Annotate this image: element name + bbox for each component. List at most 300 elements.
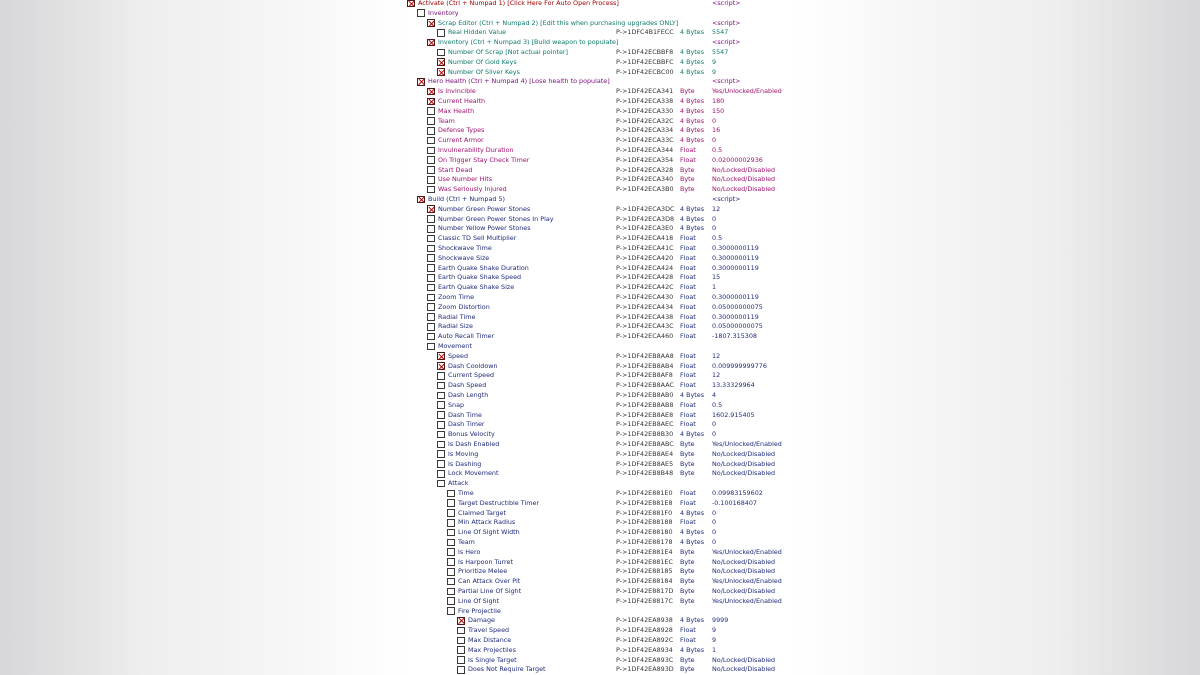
entry-description: Does Not Require Target	[468, 665, 546, 674]
activate-checkbox[interactable]	[427, 323, 435, 331]
activate-checkbox[interactable]	[437, 480, 445, 488]
activate-checkbox[interactable]	[427, 205, 435, 213]
activate-checkbox[interactable]	[407, 0, 415, 7]
entry-type: 4 Bytes	[680, 116, 705, 125]
activate-checkbox[interactable]	[437, 29, 445, 37]
activate-checkbox[interactable]	[427, 225, 435, 233]
entry-type: Float	[680, 244, 696, 252]
cheat-entry-row[interactable]	[405, 479, 793, 489]
entry-address: P->1DF42ECA43C	[616, 322, 674, 331]
entry-value[interactable]: Yes/Unlocked/Enabled	[712, 87, 782, 96]
activate-checkbox[interactable]	[457, 627, 465, 635]
entry-value[interactable]: 5547	[712, 48, 729, 56]
activate-checkbox[interactable]	[437, 362, 445, 370]
activate-checkbox[interactable]	[427, 294, 435, 302]
entry-type: 4 Bytes	[680, 204, 705, 213]
activate-checkbox[interactable]	[447, 597, 455, 605]
entry-type: Byte	[680, 547, 695, 556]
cheat-entry-row[interactable]	[405, 283, 793, 293]
entry-description: Max Health	[438, 106, 475, 115]
activate-checkbox[interactable]	[437, 372, 445, 380]
activate-checkbox[interactable]	[427, 245, 435, 253]
entry-description: Is Dash Enabled	[448, 440, 500, 448]
activate-checkbox[interactable]	[437, 441, 445, 449]
entry-value[interactable]: 0.05000000075	[712, 302, 763, 311]
entry-address: P->1DF42EB8AE5	[616, 459, 674, 468]
entry-value[interactable]: 0	[712, 224, 717, 233]
entry-address: P->1DF42EB8AB0	[616, 391, 674, 399]
entry-address: P->1DF42EB8AAC	[616, 381, 674, 390]
activate-checkbox[interactable]	[437, 49, 445, 57]
entry-type: Float	[680, 322, 696, 331]
entry-value[interactable]: -0.100168407	[712, 498, 757, 507]
activate-checkbox[interactable]	[447, 509, 455, 517]
cheat-entry-row[interactable]	[405, 587, 793, 597]
entry-value[interactable]: 0.02000002936	[712, 155, 763, 164]
activate-checkbox[interactable]	[447, 548, 455, 556]
activate-checkbox[interactable]	[427, 264, 435, 272]
entry-description: Earth Quake Shake Size	[438, 283, 515, 292]
activate-checkbox[interactable]	[427, 274, 435, 282]
cheat-entry-row[interactable]	[405, 567, 793, 577]
cheat-entry-row[interactable]	[405, 146, 793, 156]
cheat-entry-row[interactable]	[405, 665, 793, 675]
cheat-entry-row[interactable]	[405, 303, 793, 313]
activate-checkbox[interactable]	[457, 646, 465, 654]
activate-checkbox[interactable]	[427, 166, 435, 174]
cheat-entry-row[interactable]	[405, 460, 793, 470]
entry-description: Line Of Sight Width	[458, 528, 520, 537]
cheat-entry-row[interactable]	[405, 489, 793, 499]
activate-checkbox[interactable]	[437, 58, 445, 66]
cheat-entry-row[interactable]	[405, 558, 793, 568]
cheat-entry-row[interactable]	[405, 411, 793, 421]
entry-type: Float	[680, 332, 696, 341]
cheat-entry-row[interactable]	[405, 636, 793, 646]
entry-type: 4 Bytes	[680, 48, 705, 56]
entry-value[interactable]: Yes/Unlocked/Enabled	[712, 440, 782, 448]
entry-description: Prioritize Melee	[458, 567, 508, 576]
cheat-entry-row[interactable]	[405, 509, 793, 519]
cheat-entry-row[interactable]	[405, 205, 793, 215]
entry-type: Byte	[680, 567, 695, 576]
entry-description: Team	[438, 116, 455, 125]
entry-value[interactable]: 0.009999999776	[712, 361, 767, 370]
entry-value[interactable]: 150	[712, 106, 725, 115]
activate-checkbox[interactable]	[427, 19, 435, 27]
activate-checkbox[interactable]	[447, 529, 455, 537]
entry-description: Fire Projectile	[458, 606, 501, 615]
entry-description: Dash Length	[448, 391, 489, 399]
entry-value[interactable]: 0.5	[712, 234, 723, 243]
cheat-entry-row[interactable]	[405, 342, 793, 352]
activate-checkbox[interactable]	[447, 568, 455, 576]
entry-value[interactable]: 0	[712, 508, 717, 517]
entry-address: P->1DF42EA893C	[616, 655, 674, 664]
cheat-entry-row[interactable]	[405, 391, 793, 401]
entry-value[interactable]: No/Locked/Disabled	[712, 655, 776, 664]
activate-checkbox[interactable]	[447, 519, 455, 527]
cheat-entry-row[interactable]	[405, 273, 793, 283]
activate-checkbox[interactable]	[417, 78, 425, 86]
entry-value[interactable]: 0.5	[712, 146, 723, 154]
entry-type: 4 Bytes	[680, 28, 705, 37]
entry-type: Byte	[680, 665, 695, 674]
cheat-entry-row[interactable]	[405, 58, 793, 68]
entry-address: P->1DF42ECA338	[616, 97, 674, 105]
entry-value[interactable]: 0	[712, 136, 717, 145]
cheat-entry-row[interactable]	[405, 401, 793, 411]
entry-value[interactable]: 12	[712, 371, 721, 380]
entry-type: Byte	[680, 449, 695, 458]
cheat-entry-row[interactable]	[405, 430, 793, 440]
entry-type: Float	[680, 263, 696, 272]
entry-description: Number Of Gold Keys	[448, 57, 517, 66]
activate-checkbox[interactable]	[447, 539, 455, 547]
entry-type: 4 Bytes	[680, 97, 705, 105]
entry-type: 4 Bytes	[680, 57, 705, 66]
entry-value[interactable]: 0	[712, 528, 717, 537]
activate-checkbox[interactable]	[457, 666, 465, 674]
entry-value[interactable]: 0	[712, 538, 717, 546]
entry-value[interactable]: No/Locked/Disabled	[712, 587, 776, 595]
cheat-entry-row[interactable]	[405, 499, 793, 509]
entry-value[interactable]: Yes/Unlocked/Enabled	[712, 547, 782, 556]
cheat-entry-row[interactable]	[405, 607, 793, 617]
cheat-entry-row[interactable]	[405, 440, 793, 450]
cheat-entry-row[interactable]	[405, 244, 793, 254]
entry-value[interactable]: No/Locked/Disabled	[712, 449, 776, 458]
activate-checkbox[interactable]	[437, 450, 445, 458]
cheat-entry-row[interactable]	[405, 254, 793, 264]
activate-checkbox[interactable]	[427, 235, 435, 243]
cheat-entry-row[interactable]	[405, 332, 793, 342]
entry-description: Lock Movement	[448, 469, 499, 478]
entry-value[interactable]: 16	[712, 126, 721, 135]
entry-type: Byte	[680, 655, 695, 664]
entry-description: Earth Quake Shake Speed	[438, 273, 522, 282]
entry-value[interactable]: 13.33329964	[712, 381, 755, 390]
cheat-entry-row[interactable]	[405, 68, 793, 78]
entry-type: Float	[680, 518, 696, 527]
cheat-entry-row[interactable]	[405, 107, 793, 117]
activate-checkbox[interactable]	[447, 499, 455, 507]
cheat-entry-row[interactable]	[405, 626, 793, 636]
entry-value[interactable]: 0	[712, 420, 717, 429]
cheat-entry-row[interactable]	[405, 28, 793, 38]
entry-address: P->1DF42EB8ABC	[616, 440, 674, 448]
entry-type: Byte	[680, 557, 695, 566]
cheat-entry-row[interactable]	[405, 19, 793, 29]
entry-description: Travel Speed	[468, 626, 510, 635]
entry-type: Float	[680, 636, 696, 644]
cheat-entry-row[interactable]	[405, 313, 793, 323]
entry-value[interactable]: 12	[712, 351, 721, 360]
entry-type: Float	[680, 283, 696, 292]
entry-value[interactable]: No/Locked/Disabled	[712, 557, 776, 566]
entry-description: Number Of Silver Keys	[448, 67, 520, 76]
cheat-entry-row[interactable]	[405, 156, 793, 166]
activate-checkbox[interactable]	[427, 215, 435, 223]
entry-value[interactable]: 0	[712, 430, 717, 439]
cheat-entry-row[interactable]	[405, 117, 793, 127]
activate-checkbox[interactable]	[427, 343, 435, 351]
activate-checkbox[interactable]	[417, 9, 425, 17]
entry-description: Is Harpoon Turret	[458, 557, 513, 566]
cheat-entry-row[interactable]	[405, 234, 793, 244]
entry-address: P->1DF42E88185	[616, 567, 673, 576]
cheat-entry-row[interactable]	[405, 9, 793, 19]
activate-checkbox[interactable]	[427, 39, 435, 47]
entry-type: Float	[680, 361, 696, 370]
cheat-entry-row[interactable]	[405, 420, 793, 430]
activate-checkbox[interactable]	[437, 470, 445, 478]
entry-address: P->1DF42ECBBF8	[616, 48, 674, 56]
entry-type: Float	[680, 273, 696, 282]
entry-description: Team	[458, 538, 475, 546]
entry-value[interactable]: 0.09983159602	[712, 489, 763, 497]
activate-checkbox[interactable]	[437, 392, 445, 400]
entry-description: Dash Cooldown	[448, 361, 498, 370]
cheat-entry-row[interactable]	[405, 352, 793, 362]
entry-address: P->1DF42EA892C	[616, 636, 674, 644]
cheat-entry-row[interactable]	[405, 293, 793, 303]
entry-type: 4 Bytes	[680, 224, 705, 233]
entry-description: Shockwave Size	[438, 253, 490, 262]
cheat-entry-row[interactable]	[405, 538, 793, 548]
entry-address: P->1DF42EB8B30	[616, 430, 674, 439]
cheat-entry-row[interactable]	[405, 371, 793, 381]
activate-checkbox[interactable]	[427, 284, 435, 292]
entry-address: P->1DF42EB8AB8	[616, 400, 674, 409]
cheat-entry-row[interactable]	[405, 48, 793, 58]
entry-description: Scrap Editor (Ctrl + Numpad 2) [Edit this when purchasing upgrades ONLY]	[438, 18, 679, 27]
activate-checkbox[interactable]	[457, 637, 465, 645]
activate-checkbox[interactable]	[437, 352, 445, 360]
entry-description: Is Hero	[458, 547, 481, 556]
entry-value[interactable]: 9	[712, 57, 717, 66]
entry-value[interactable]: 0	[712, 116, 717, 125]
cheat-entry-row[interactable]	[405, 616, 793, 626]
activate-checkbox[interactable]	[427, 333, 435, 341]
entry-value[interactable]: No/Locked/Disabled	[712, 469, 776, 478]
entry-description: Zoom Distortion	[438, 302, 490, 311]
entry-value[interactable]: Yes/Unlocked/Enabled	[712, 577, 782, 586]
activate-checkbox[interactable]	[437, 382, 445, 390]
activate-checkbox[interactable]	[427, 127, 435, 135]
cheat-entry-row[interactable]	[405, 450, 793, 460]
cheat-entry-row[interactable]	[405, 577, 793, 587]
activate-checkbox[interactable]	[427, 303, 435, 311]
entry-address: P->1DF42ECA344	[616, 146, 674, 154]
entry-type: Float	[680, 155, 696, 164]
entry-address: P->1DF42ECA354	[616, 155, 674, 164]
entry-description: Was Seriously Injured	[438, 185, 507, 194]
cheat-entry-row[interactable]	[405, 87, 793, 97]
entry-value[interactable]: No/Locked/Disabled	[712, 567, 776, 576]
cheat-entry-row[interactable]	[405, 646, 793, 656]
entry-address: P->1DF42EB8AF8	[616, 371, 673, 380]
activate-checkbox[interactable]	[427, 117, 435, 125]
activate-checkbox[interactable]	[417, 196, 425, 204]
entry-value[interactable]: 0.3000000119	[712, 312, 759, 321]
entry-address: P->1DF42ECA330	[616, 106, 674, 115]
entry-description: Defense Types	[438, 126, 485, 135]
entry-value[interactable]: No/Locked/Disabled	[712, 459, 776, 468]
activate-checkbox[interactable]	[437, 68, 445, 76]
cheat-entry-row[interactable]	[405, 597, 793, 607]
entry-address: P->1DF42ECA341	[616, 87, 674, 96]
entry-value[interactable]: -1807.315308	[712, 332, 757, 341]
entry-description: Dash Timer	[448, 420, 485, 429]
activate-checkbox[interactable]	[437, 431, 445, 439]
entry-type: Float	[680, 498, 696, 507]
activate-checkbox[interactable]	[427, 137, 435, 145]
cheat-entry-row[interactable]	[405, 469, 793, 479]
entry-type: 4 Bytes	[680, 126, 705, 135]
entry-value[interactable]: 0.3000000119	[712, 253, 759, 262]
entry-description: Number Green Power Stones In Play	[438, 214, 554, 223]
cheat-entry-row[interactable]	[405, 656, 793, 666]
activate-checkbox[interactable]	[427, 88, 435, 96]
cheat-entry-row[interactable]	[405, 77, 793, 87]
entry-description: Shockwave Time	[438, 244, 492, 252]
entry-value[interactable]: 9999	[712, 616, 729, 625]
entry-value[interactable]: No/Locked/Disabled	[712, 185, 776, 194]
entry-description: Movement	[438, 342, 472, 350]
activate-checkbox[interactable]	[437, 411, 445, 419]
activate-checkbox[interactable]	[427, 147, 435, 155]
cheat-entry-row[interactable]	[405, 224, 793, 234]
cheat-entry-row[interactable]	[405, 38, 793, 48]
entry-value[interactable]: 1	[712, 283, 717, 292]
cheat-entry-row[interactable]	[405, 215, 793, 225]
activate-checkbox[interactable]	[457, 656, 465, 664]
entry-value[interactable]: 1602.915405	[712, 410, 755, 419]
entry-value[interactable]: 9	[712, 626, 717, 635]
entry-address: P->1DF42EA8934	[616, 645, 673, 654]
entry-value[interactable]: <script>	[712, 18, 741, 27]
entry-value[interactable]: 12	[712, 204, 721, 213]
entry-address: P->1DF42EA8928	[616, 626, 673, 635]
entry-type: 4 Bytes	[680, 616, 705, 625]
entry-value[interactable]: <script>	[712, 195, 741, 203]
entry-value[interactable]: 0.3000000119	[712, 293, 759, 301]
cheat-entry-row[interactable]	[405, 175, 793, 185]
cheat-entry-row[interactable]	[405, 528, 793, 538]
entry-type: 4 Bytes	[680, 67, 705, 76]
entry-address: P->1DF42EB8AB4	[616, 361, 674, 370]
activate-checkbox[interactable]	[427, 176, 435, 184]
entry-value[interactable]: 0.3000000119	[712, 244, 759, 252]
entry-value[interactable]: 1	[712, 645, 717, 654]
activate-checkbox[interactable]	[427, 313, 435, 321]
entry-description: Speed	[448, 351, 469, 360]
entry-description: Inventory	[428, 8, 459, 17]
cheat-entry-row[interactable]	[405, 264, 793, 274]
entry-type: Byte	[680, 577, 695, 586]
cheat-entry-row[interactable]	[405, 97, 793, 107]
cheat-entry-row[interactable]	[405, 362, 793, 372]
entry-value[interactable]: <script>	[712, 38, 741, 47]
activate-checkbox[interactable]	[447, 558, 455, 566]
entry-value[interactable]: No/Locked/Disabled	[712, 165, 776, 174]
entry-address: P->1DF42ECA438	[616, 312, 674, 321]
entry-type: Byte	[680, 459, 695, 468]
entry-value[interactable]: 15	[712, 273, 721, 282]
entry-type: Float	[680, 381, 696, 390]
entry-description: Claimed Target	[458, 508, 506, 517]
entry-type: Byte	[680, 596, 695, 605]
entry-value[interactable]: <script>	[712, 0, 741, 7]
entry-description: Line Of Sight	[458, 596, 500, 605]
entry-value[interactable]: Yes/Unlocked/Enabled	[712, 596, 782, 605]
activate-checkbox[interactable]	[437, 460, 445, 468]
entry-value[interactable]: 0.5	[712, 400, 723, 409]
entry-description: Max Distance	[468, 636, 512, 644]
activate-checkbox[interactable]	[427, 107, 435, 115]
activate-checkbox[interactable]	[437, 421, 445, 429]
entry-value[interactable]: 180	[712, 97, 725, 105]
entry-description: Is Dashing	[448, 459, 482, 468]
activate-checkbox[interactable]	[427, 254, 435, 262]
entry-description: Dash Speed	[448, 381, 487, 390]
entry-address: P->1DF42EB8AEC	[616, 420, 674, 429]
entry-address: P->1DF42EB8AE8	[616, 410, 674, 419]
entry-description: Max Projectiles	[468, 645, 516, 654]
activate-checkbox[interactable]	[427, 186, 435, 194]
cheat-entry-row[interactable]	[405, 518, 793, 528]
entry-address: P->1DF42ECA3D8	[616, 214, 675, 223]
entry-value[interactable]: 0.05000000075	[712, 322, 763, 331]
entry-value[interactable]: 5547	[712, 28, 729, 37]
entry-value[interactable]: <script>	[712, 77, 741, 86]
entry-type: Float	[680, 489, 696, 497]
entry-value[interactable]: No/Locked/Disabled	[712, 665, 776, 674]
activate-checkbox[interactable]	[427, 98, 435, 106]
activate-checkbox[interactable]	[457, 617, 465, 625]
activate-checkbox[interactable]	[447, 588, 455, 596]
entry-value[interactable]: No/Locked/Disabled	[712, 175, 776, 184]
entry-value[interactable]: 4	[712, 391, 717, 399]
entry-value[interactable]: 9	[712, 636, 717, 644]
cheat-entry-row[interactable]	[405, 185, 793, 195]
entry-value[interactable]: 9	[712, 67, 717, 76]
entry-type: Byte	[680, 175, 695, 184]
activate-checkbox[interactable]	[447, 578, 455, 586]
activate-checkbox[interactable]	[427, 156, 435, 164]
cheat-entry-row[interactable]	[405, 136, 793, 146]
cheat-entry-row[interactable]	[405, 322, 793, 332]
activate-checkbox[interactable]	[447, 490, 455, 498]
cheat-entry-row[interactable]	[405, 166, 793, 176]
cheat-entry-row[interactable]	[405, 195, 793, 205]
cheat-entry-row[interactable]	[405, 126, 793, 136]
activate-checkbox[interactable]	[437, 401, 445, 409]
cheat-entry-row[interactable]	[405, 381, 793, 391]
entry-value[interactable]: 0	[712, 518, 717, 527]
cheat-entry-row[interactable]	[405, 548, 793, 558]
activate-checkbox[interactable]	[447, 607, 455, 615]
entry-address: P->1DF42E88188	[616, 518, 673, 527]
entry-address: P->1DFC4B1FECC	[616, 28, 674, 37]
entry-address: P->1DF42E881E4	[616, 547, 673, 556]
cheat-entry-row[interactable]	[405, 0, 793, 9]
entry-value[interactable]: 0	[712, 214, 717, 223]
entry-address: P->1DF42ECA41C	[616, 244, 674, 252]
entry-value[interactable]: 0.3000000119	[712, 263, 759, 272]
entry-description: Use Number Hits	[438, 175, 493, 184]
